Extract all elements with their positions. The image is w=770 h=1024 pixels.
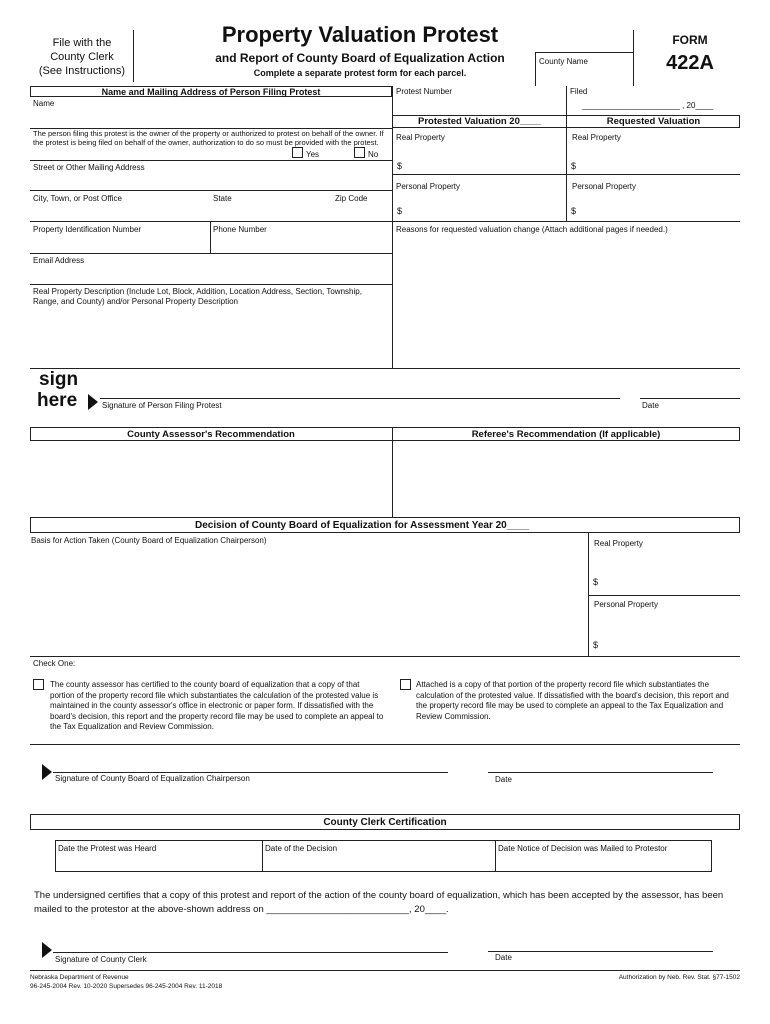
filed-date-field[interactable]: ______________________ , 20____ xyxy=(582,101,714,110)
file-with-clerk-note xyxy=(30,36,134,78)
footer-agency: Nebraska Department of Revenue xyxy=(30,974,129,981)
clerk-title: County Clerk Certification xyxy=(323,817,447,828)
protested-personal-dollar: $ xyxy=(397,206,403,216)
date-decision-field[interactable] xyxy=(263,854,494,871)
file-with-line3: (See Instructions) xyxy=(38,65,126,77)
decision-personal-value[interactable] xyxy=(602,635,737,653)
protested-real-dollar: $ xyxy=(397,161,403,171)
rule xyxy=(30,160,392,161)
file-with-line2: County Clerk xyxy=(50,51,114,63)
referee-recommendation-field[interactable] xyxy=(393,442,739,516)
reasons-label: Reasons for requested valuation change (Attach additional pages if needed.) xyxy=(396,225,668,234)
owner-statement: The person filing this protest is the owner of the property or authorized to protest on behalf of the owner. If the protest is being filed on behalf of the owner, authorization to do so must be provided with the protest. xyxy=(33,129,384,147)
rule xyxy=(566,174,567,221)
city-label: City, Town, or Post Office xyxy=(33,194,122,203)
date-mailed-field[interactable] xyxy=(496,854,711,871)
requested-real-label: Real Property xyxy=(572,133,621,142)
county-name-label: County Name xyxy=(539,57,588,66)
file-with-line1: File with the xyxy=(52,37,112,49)
filer-signature-field[interactable] xyxy=(100,382,620,398)
clerk-signature-field[interactable] xyxy=(53,936,448,952)
filer-section-title: Name and Mailing Address of Person Filing Protest xyxy=(101,87,321,97)
option1-checkbox[interactable] xyxy=(33,679,44,690)
email-label: Email Address xyxy=(33,256,85,265)
date-decision-label: Date of the Decision xyxy=(265,844,338,853)
chair-date-field[interactable] xyxy=(488,756,713,772)
filed-label: Filed xyxy=(570,87,588,96)
chair-date-label: Date xyxy=(495,775,512,784)
decision-title: Decision of County Board of Equalization for Assessment Year 20____ xyxy=(195,520,529,531)
county-name-field[interactable] xyxy=(535,52,633,86)
city-state-zip-field[interactable] xyxy=(30,203,392,221)
decision-personal-label: Personal Property xyxy=(594,600,659,609)
here-word: here xyxy=(37,390,78,411)
basis-field[interactable] xyxy=(30,547,585,655)
requested-real-value[interactable] xyxy=(580,156,735,173)
header-divider-left xyxy=(133,30,134,82)
assessor-recommendation-field[interactable] xyxy=(31,442,391,516)
assessor-recommendation-title: County Assessor's Recommendation xyxy=(127,429,295,440)
date-mailed-label: Date Notice of Decision was Mailed to Protestor xyxy=(498,844,668,853)
owner-no-label: No xyxy=(368,150,379,159)
check-one-label: Check One: xyxy=(33,659,76,668)
phone-label: Phone Number xyxy=(213,225,267,234)
protested-valuation-title: Protested Valuation 20____ xyxy=(417,116,542,127)
owner-yes-label: Yes xyxy=(306,150,320,159)
rule xyxy=(488,772,713,773)
requested-personal-value[interactable] xyxy=(580,201,735,218)
form-title: Property Valuation Protest xyxy=(221,22,499,47)
option1-text: The county assessor has certified to the county board of equalization that a copy of that portion of the property record file which substantiates the calculation of the protested value is maintained in the county assessor's office in electronic or paper form. If dissatisfied with the board's decision, this report and the property record file may be used to complete an appeal to the Tax Equalization and Review Commission. xyxy=(50,680,384,731)
referee-recommendation-title: Referee's Recommendation (If applicable) xyxy=(471,429,661,440)
rule xyxy=(30,253,392,254)
decision-header xyxy=(30,517,740,533)
filer-date-field[interactable] xyxy=(640,382,740,398)
clerk-date-field[interactable] xyxy=(488,935,713,951)
rule xyxy=(30,221,392,222)
phone-field[interactable] xyxy=(211,234,391,252)
protested-personal-value[interactable] xyxy=(406,201,561,218)
street-field[interactable] xyxy=(30,172,392,190)
rule xyxy=(30,284,392,285)
zip-label: Zip Code xyxy=(335,194,368,203)
footer-revision: 96-245-2004 Rev. 10-2020 Supersedes 96-245-2004 Rev. 11-2018 xyxy=(30,983,223,990)
date-heard-label: Date the Protest was Heard xyxy=(58,844,157,853)
rule xyxy=(53,952,448,953)
reasons-field[interactable] xyxy=(393,236,739,366)
rule xyxy=(30,368,740,369)
clerk-date-label: Date xyxy=(495,953,512,962)
requested-valuation-title: Requested Valuation xyxy=(606,116,701,127)
property-description-label: Real Property Description (Include Lot, Block, Addition, Location Address, Section, Township, Range, and County) and/or Personal Property Description xyxy=(33,287,362,306)
chair-sign-arrow-icon xyxy=(42,764,52,780)
form-label: FORM xyxy=(672,33,708,47)
state-label: State xyxy=(213,194,232,203)
decision-real-dollar: $ xyxy=(593,577,599,587)
clerk-header xyxy=(30,814,740,830)
owner-yes-checkbox[interactable] xyxy=(292,147,303,158)
rule xyxy=(30,190,392,191)
header-divider-right xyxy=(633,30,634,86)
clerk-signature-label: Signature of County Clerk xyxy=(55,955,147,964)
filer-section-header xyxy=(30,86,392,97)
protest-number-label: Protest Number xyxy=(396,87,453,96)
rule xyxy=(640,398,740,399)
rule xyxy=(100,398,620,399)
decision-personal-dollar: $ xyxy=(593,640,599,650)
property-description-field[interactable] xyxy=(30,310,392,368)
rule xyxy=(30,970,740,971)
form-subtitle: and Report of County Board of Equalization Action xyxy=(215,51,505,65)
requested-personal-dollar: $ xyxy=(571,206,577,216)
name-label: Name xyxy=(33,99,55,108)
property-id-field[interactable] xyxy=(30,234,210,252)
rule xyxy=(588,595,740,596)
rule xyxy=(30,656,740,657)
protested-real-label: Real Property xyxy=(396,133,445,142)
owner-no-checkbox[interactable] xyxy=(354,147,365,158)
protest-number-field[interactable] xyxy=(393,96,566,115)
filer-signature-label: Signature of Person Filing Protest xyxy=(102,401,222,410)
decision-real-label: Real Property xyxy=(594,539,643,548)
property-id-label: Property Identification Number xyxy=(33,225,142,234)
sign-word: sign xyxy=(39,369,79,390)
chair-signature-label: Signature of County Board of Equalization Chairperson xyxy=(55,774,250,783)
basis-label: Basis for Action Taken (County Board of Equalization Chairperson) xyxy=(31,536,267,545)
rule xyxy=(566,86,567,116)
option2-checkbox[interactable] xyxy=(400,679,411,690)
protested-real-value[interactable] xyxy=(406,156,561,173)
email-field[interactable] xyxy=(30,265,392,283)
chair-signature-field[interactable] xyxy=(53,756,448,772)
rule xyxy=(488,951,713,952)
protested-personal-label: Personal Property xyxy=(396,182,461,191)
decision-real-value[interactable] xyxy=(602,572,737,590)
rule xyxy=(53,772,448,773)
date-heard-field[interactable] xyxy=(56,854,261,871)
form-instruction: Complete a separate protest form for each parcel. xyxy=(253,68,467,78)
sign-arrow-icon xyxy=(88,394,98,410)
option2-text: Attached is a copy of that portion of the property record file which substantiates the calculation of the protested value. If dissatisfied with the board's decision, this report and the property record file may be used to complete an appeal to the Tax Equalization and Review Commission. xyxy=(416,680,729,721)
certification-text: The undersigned certifies that a copy of this protest and report of the action of the county board of equalization, which has been accepted by the assessor, has been mailed to the protestor at the above-shown address on ___________________________, 20____. xyxy=(34,890,724,915)
rule xyxy=(392,221,740,222)
rule xyxy=(30,744,740,745)
clerk-sign-arrow-icon xyxy=(42,942,52,958)
requested-personal-label: Personal Property xyxy=(572,182,637,191)
filer-date-label: Date xyxy=(642,401,659,410)
footer-authorization: Authorization by Neb. Rev. Stat. §77-1502 xyxy=(618,974,740,981)
name-field[interactable] xyxy=(30,108,392,128)
requested-real-dollar: $ xyxy=(571,161,577,171)
street-label: Street or Other Mailing Address xyxy=(33,163,145,172)
form-number: 422A xyxy=(666,52,714,74)
